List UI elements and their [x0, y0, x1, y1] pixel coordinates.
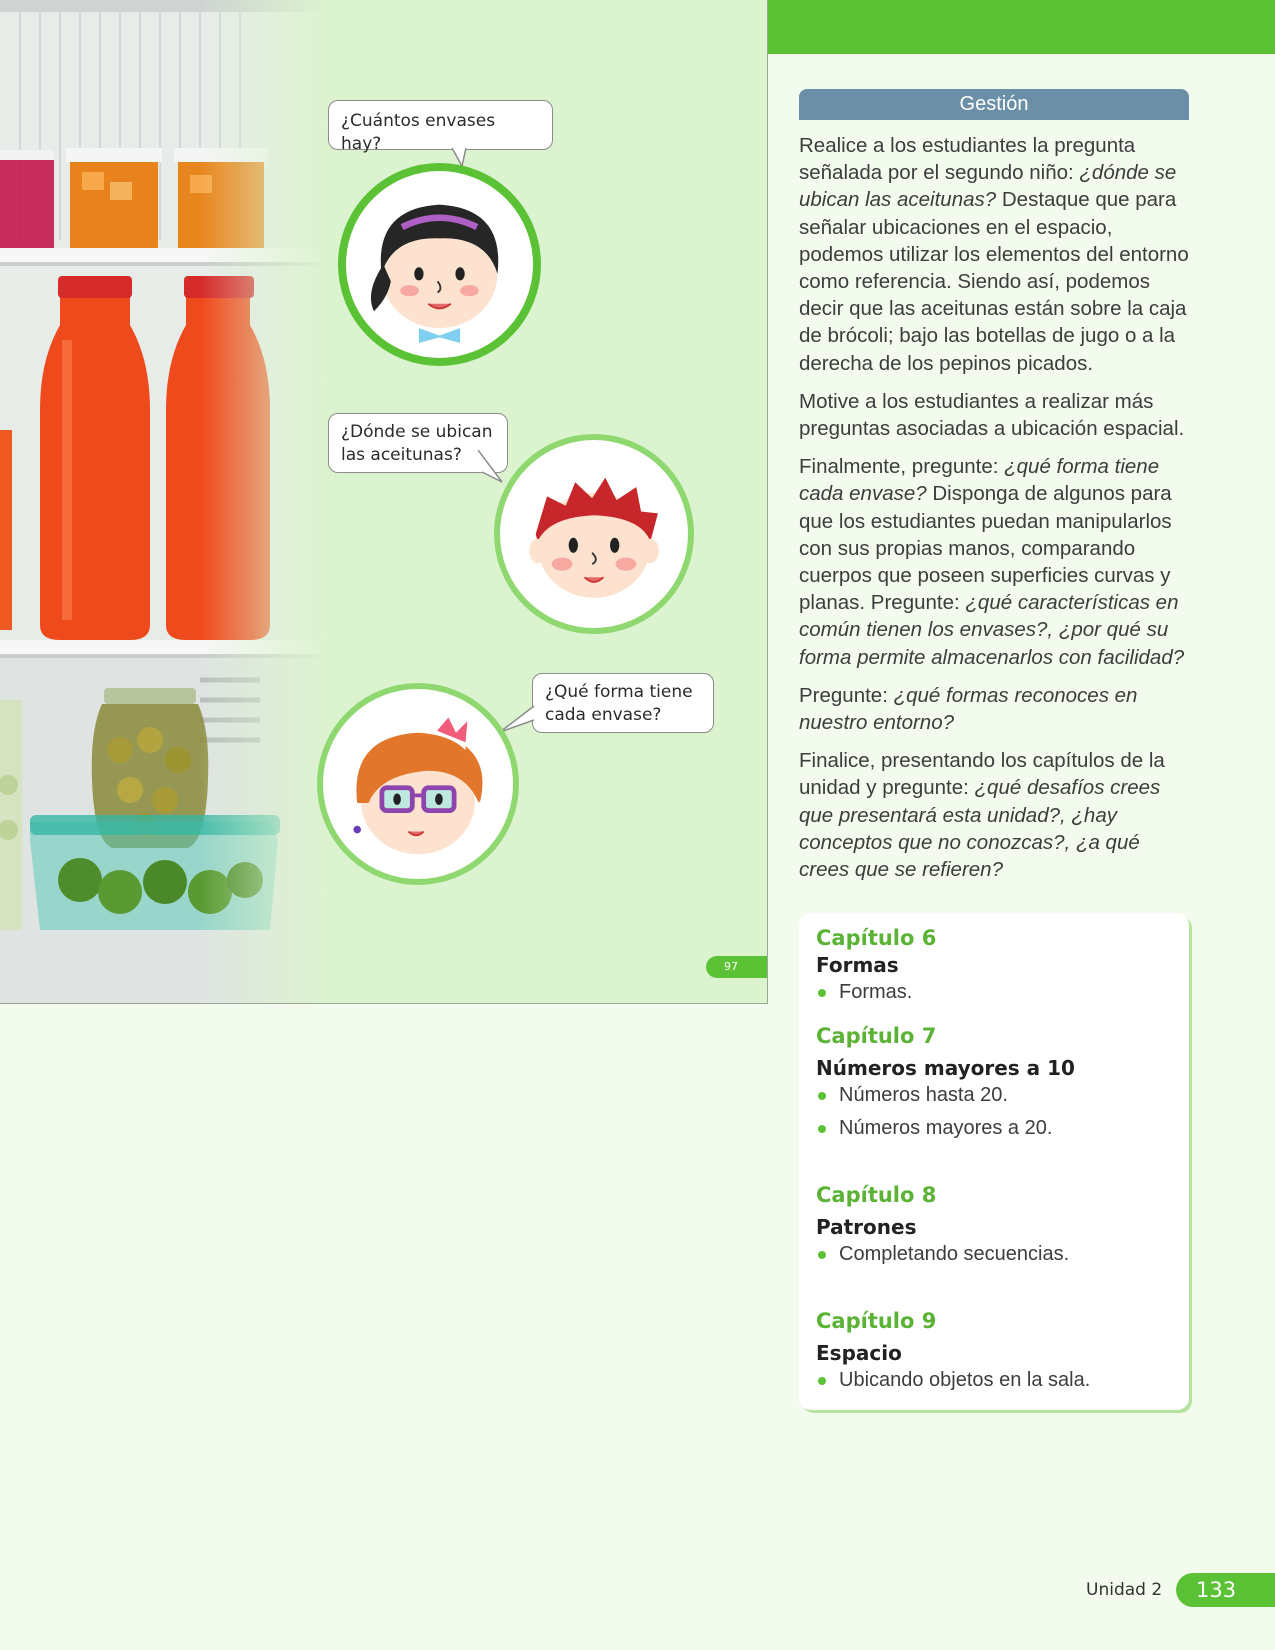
chapter-item — [816, 1367, 1090, 1394]
text: Destaque que para señalar ubicaciones en el espacio, podemos utilizar los elementos del entorno como referencia. Siendo así, podemos decir que las aceitunas están sobre la caja de brócoli; bajo las botellas de jugo o a la derecha de los pepinos picados. — [799, 188, 1189, 375]
question-text: ¿qué forma tiene cada envase? — [799, 455, 1160, 506]
chapter-item — [816, 1241, 1069, 1268]
footer-page-number: 133 — [1176, 1573, 1275, 1607]
question-text: ¿qué características en común tienen los envases?, ¿por qué su forma permite almacenarlos con facilidad? — [799, 591, 1185, 669]
gestion-paragraph-4 — [799, 682, 1191, 736]
girl-face-icon — [346, 171, 533, 358]
bullet-icon — [818, 1377, 826, 1385]
bubble-line-2: las aceitunas? — [341, 445, 462, 465]
chapter-title: Espacio — [816, 1341, 902, 1365]
bubble-line-2: cada envase? — [545, 705, 662, 725]
bullet-icon — [818, 1092, 826, 1100]
question-text: ¿dónde se ubican las aceitunas? — [799, 161, 1177, 212]
chapter-title: Números mayores a 10 — [816, 1056, 1075, 1080]
gestion-paragraph-5 — [799, 747, 1191, 883]
question-text: ¿qué desafíos crees que presentará esta unidad?, ¿hay conceptos que no conozcas?, ¿a qué crees que se refieren? — [799, 776, 1161, 882]
avatar-girl-black-hair — [338, 163, 541, 366]
speech-bubble-how-many — [328, 100, 553, 154]
bubble-text: ¿Cuántos envases hay? — [341, 111, 496, 154]
item-text: Números mayores a 20. — [839, 1117, 1053, 1139]
bullet-icon — [818, 1251, 826, 1259]
chapter-7 — [816, 1023, 1075, 1142]
text: Pregunte: — [799, 683, 894, 707]
chapter-item — [816, 1115, 1075, 1142]
chapter-item — [816, 979, 936, 1006]
gestion-paragraph-2: Motive a los estudiantes a realizar más preguntas asociadas a ubicación espacial. — [799, 389, 1185, 441]
photo-fade — [200, 0, 330, 1003]
text: Disponga de algunos para que los estudiantes puedan manipularlos con sus propias manos, comparando cuerpos que poseen superficies curvas y planas. Pregunte: — [799, 482, 1172, 615]
chapter-item — [816, 1082, 1075, 1109]
chapter-title: Formas — [816, 953, 899, 977]
avatar-girl-orange-hair — [317, 683, 519, 885]
avatar-boy-red-hair — [494, 434, 694, 634]
chapter-label: Capítulo 6 — [816, 926, 937, 950]
gestion-header: Gestión — [799, 89, 1189, 120]
chapter-label: Capítulo 9 — [816, 1309, 937, 1333]
boy-face-icon — [500, 440, 688, 628]
student-page-number: 97 — [706, 956, 767, 978]
student-page-preview — [0, 0, 768, 1004]
item-text: Números hasta 20. — [839, 1084, 1008, 1106]
bullet-icon — [818, 1125, 826, 1133]
speech-bubble-what-shape — [532, 673, 714, 733]
gestion-body — [799, 132, 1191, 894]
chapter-title: Patrones — [816, 1215, 917, 1239]
item-text: Ubicando objetos en la sala. — [839, 1369, 1091, 1391]
gestion-paragraph-1 — [799, 132, 1191, 377]
text: Finalice, presentando los capítulos de la unidad y pregunte: — [799, 749, 1165, 800]
item-text: Formas. — [839, 981, 913, 1003]
girl-glasses-face-icon — [323, 689, 513, 879]
chapter-label: Capítulo 7 — [816, 1024, 937, 1048]
chapter-6 — [816, 925, 936, 1006]
item-text: Completando secuencias. — [839, 1243, 1070, 1265]
text: Realice a los estudiantes la pregunta señalada por el segundo niño: — [799, 134, 1136, 185]
chapter-label: Capítulo 8 — [816, 1183, 937, 1207]
bubble-line-1: ¿Dónde se ubican — [341, 422, 493, 442]
chapter-9 — [816, 1308, 1090, 1394]
bullet-icon — [818, 989, 826, 997]
chapter-8 — [816, 1182, 1069, 1268]
bubble-line-1: ¿Qué forma tiene — [545, 682, 693, 702]
chapters-box — [799, 913, 1189, 1410]
top-green-band — [768, 0, 1275, 54]
footer-unit-label: Unidad 2 — [1086, 1580, 1163, 1600]
gestion-paragraph-3 — [799, 453, 1191, 671]
text: Finalmente, pregunte: — [799, 455, 1005, 479]
question-text: ¿qué formas reconoces en nuestro entorno? — [799, 683, 1138, 735]
